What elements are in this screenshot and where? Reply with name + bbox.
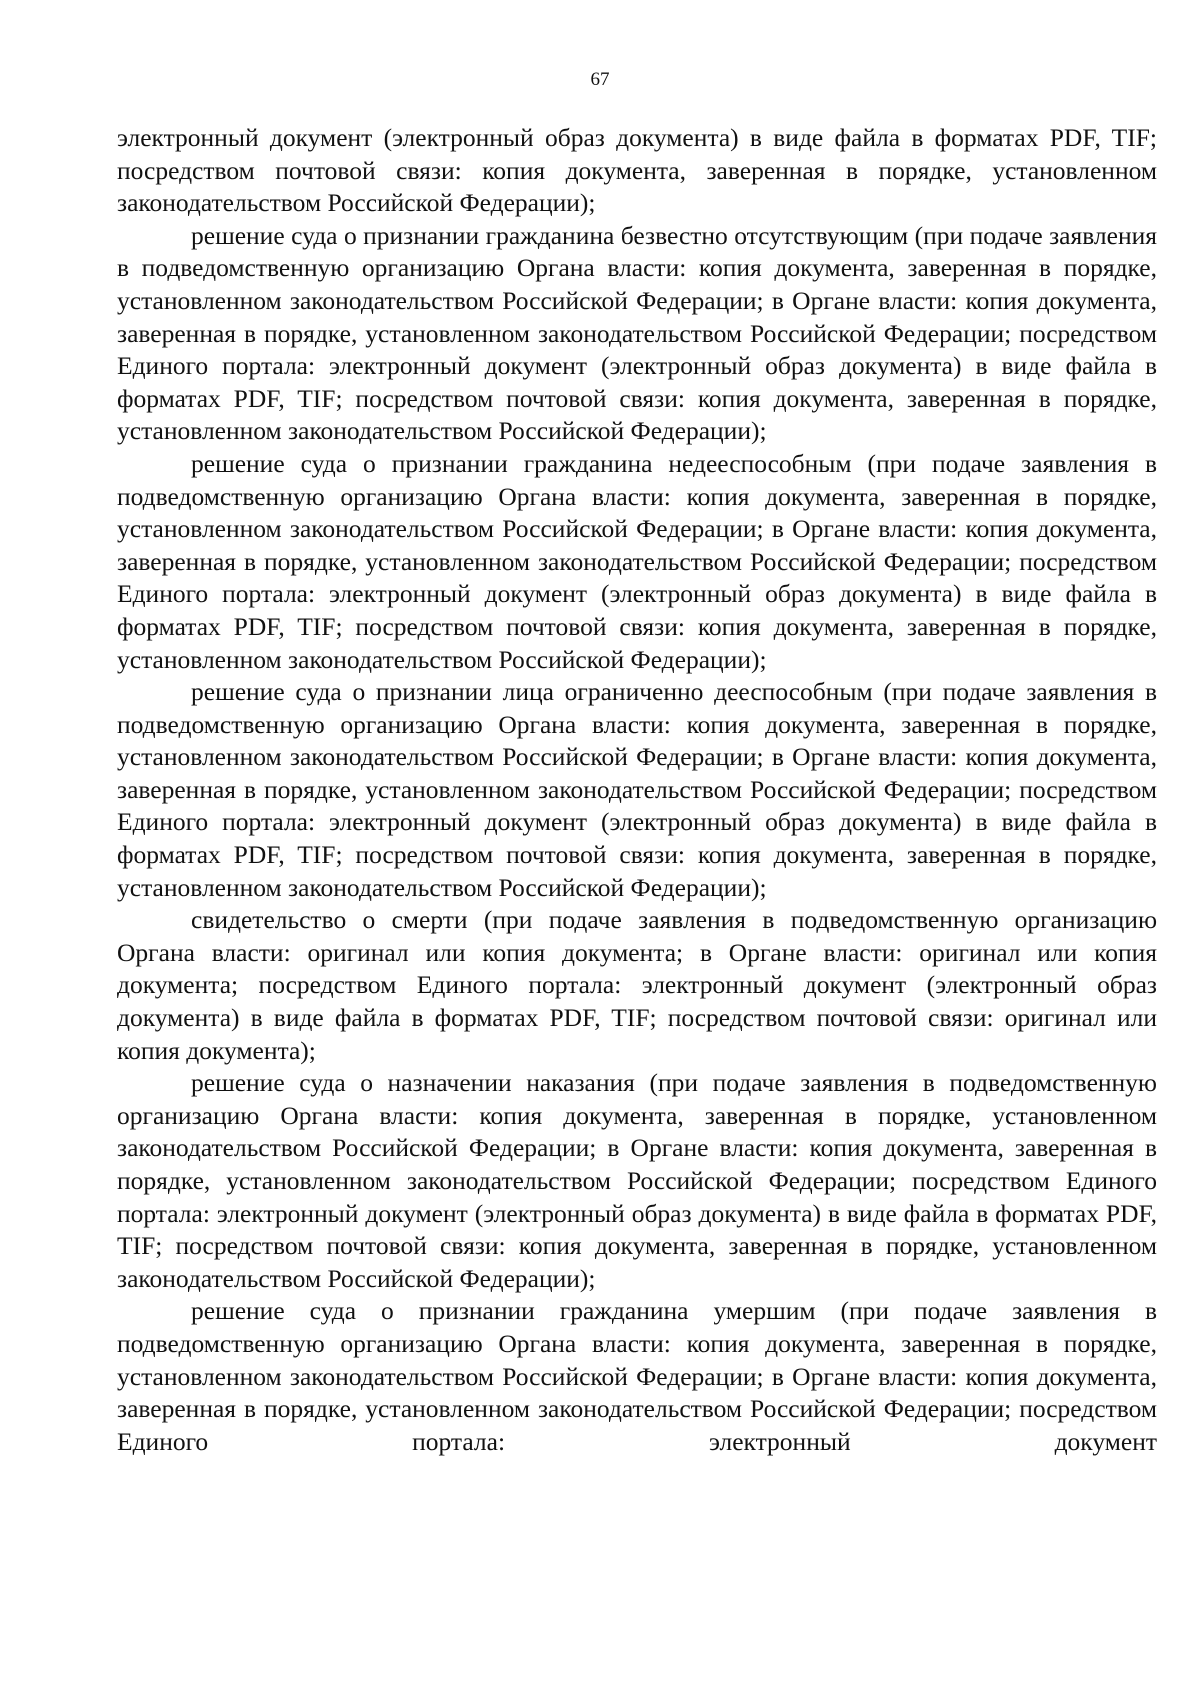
paragraph-incapacity-ruling: решение суда о признании гражданина недееспособным (при подаче заявления в подведомственную организацию Органа власти: копия документа, заверенная в порядке, установленном законодательством Российской Федерации; в Органе власти: копия документа, заверенная в порядке, установленном законодательством Российской Федерации; посредством Единого портала: электронный документ (электронный образ документа) в виде файла в форматах PDF, TIF; посредством почтовой связи: копия документа, заверенная в порядке, установленном законодательством Российской Федерации); <box>117 448 1157 674</box>
paragraph-sentencing-ruling: решение суда о назначении наказания (при подаче заявления в подведомственную организацию Органа власти: копия документа, заверенная в порядке, установленном законодательством Российской Федерации; в Органе власти: копия документа, заверенная в порядке, установленном законодательством Российской Федерации; посредством Единого портала: электронный документ (электронный образ документа) в виде файла в форматах PDF, TIF; посредством почтовой связи: копия документа, заверенная в порядке, установленном законодательством Российской Федерации); <box>117 1068 1157 1293</box>
paragraph-limited-capacity-ruling: решение суда о признании лица ограниченно дееспособным (при подаче заявления в подведомственную организацию Органа власти: копия документа, заверенная в порядке, установленном законодательством Российской Федерации; в Органе власти: копия документа, заверенная в порядке, установленном законодательством Российской Федерации; посредством Единого портала: электронный документ (электронный образ документа) в виде файла в форматах PDF, TIF; посредством почтовой связи: копия документа, заверенная в порядке, установленном законодательством Российской Федерации); <box>117 677 1157 902</box>
paragraph-continuation: электронный документ (электронный образ документа) в виде файла в форматах PDF, TIF; посредством почтовой связи: копия документа, заверенная в порядке, установленном законодательством Российской Федерации); <box>117 123 1157 218</box>
paragraph-deceased-ruling: решение суда о признании гражданина умершим (при подаче заявления в подведомственную организацию Органа власти: копия документа, заверенная в порядке, установленном законодательством Российской Федерации; в Органе власти: копия документа, заверенная в порядке, установленном законодательством Российской Федерации; посредством Единого портала: электронный документ <box>117 1296 1157 1456</box>
document-body <box>117 122 1157 1458</box>
page-number: 67 <box>590 69 610 90</box>
paragraph-missing-person-ruling: решение суда о признании гражданина безвестно отсутствующим (при подаче заявления в подведомственную организацию Органа власти: копия документа, заверенная в порядке, установленном законодательством Российской Федерации; в Органе власти: копия документа, заверенная в порядке, установленном законодательством Российской Федерации; посредством Единого портала: электронный документ (электронный образ документа) в виде файла в форматах PDF, TIF; посредством почтовой связи: копия документа, заверенная в порядке, установленном законодательством Российской Федерации); <box>117 220 1157 446</box>
paragraph-death-certificate: свидетельство о смерти (при подаче заявления в подведомственную организацию Органа власти: оригинал или копия документа; в Органе власти: оригинал или копия документа; посредством Единого портала: электронный документ (электронный образ документа) в виде файла в форматах PDF, TIF; посредством почтовой связи: оригинал или копия документа); <box>117 905 1157 1065</box>
